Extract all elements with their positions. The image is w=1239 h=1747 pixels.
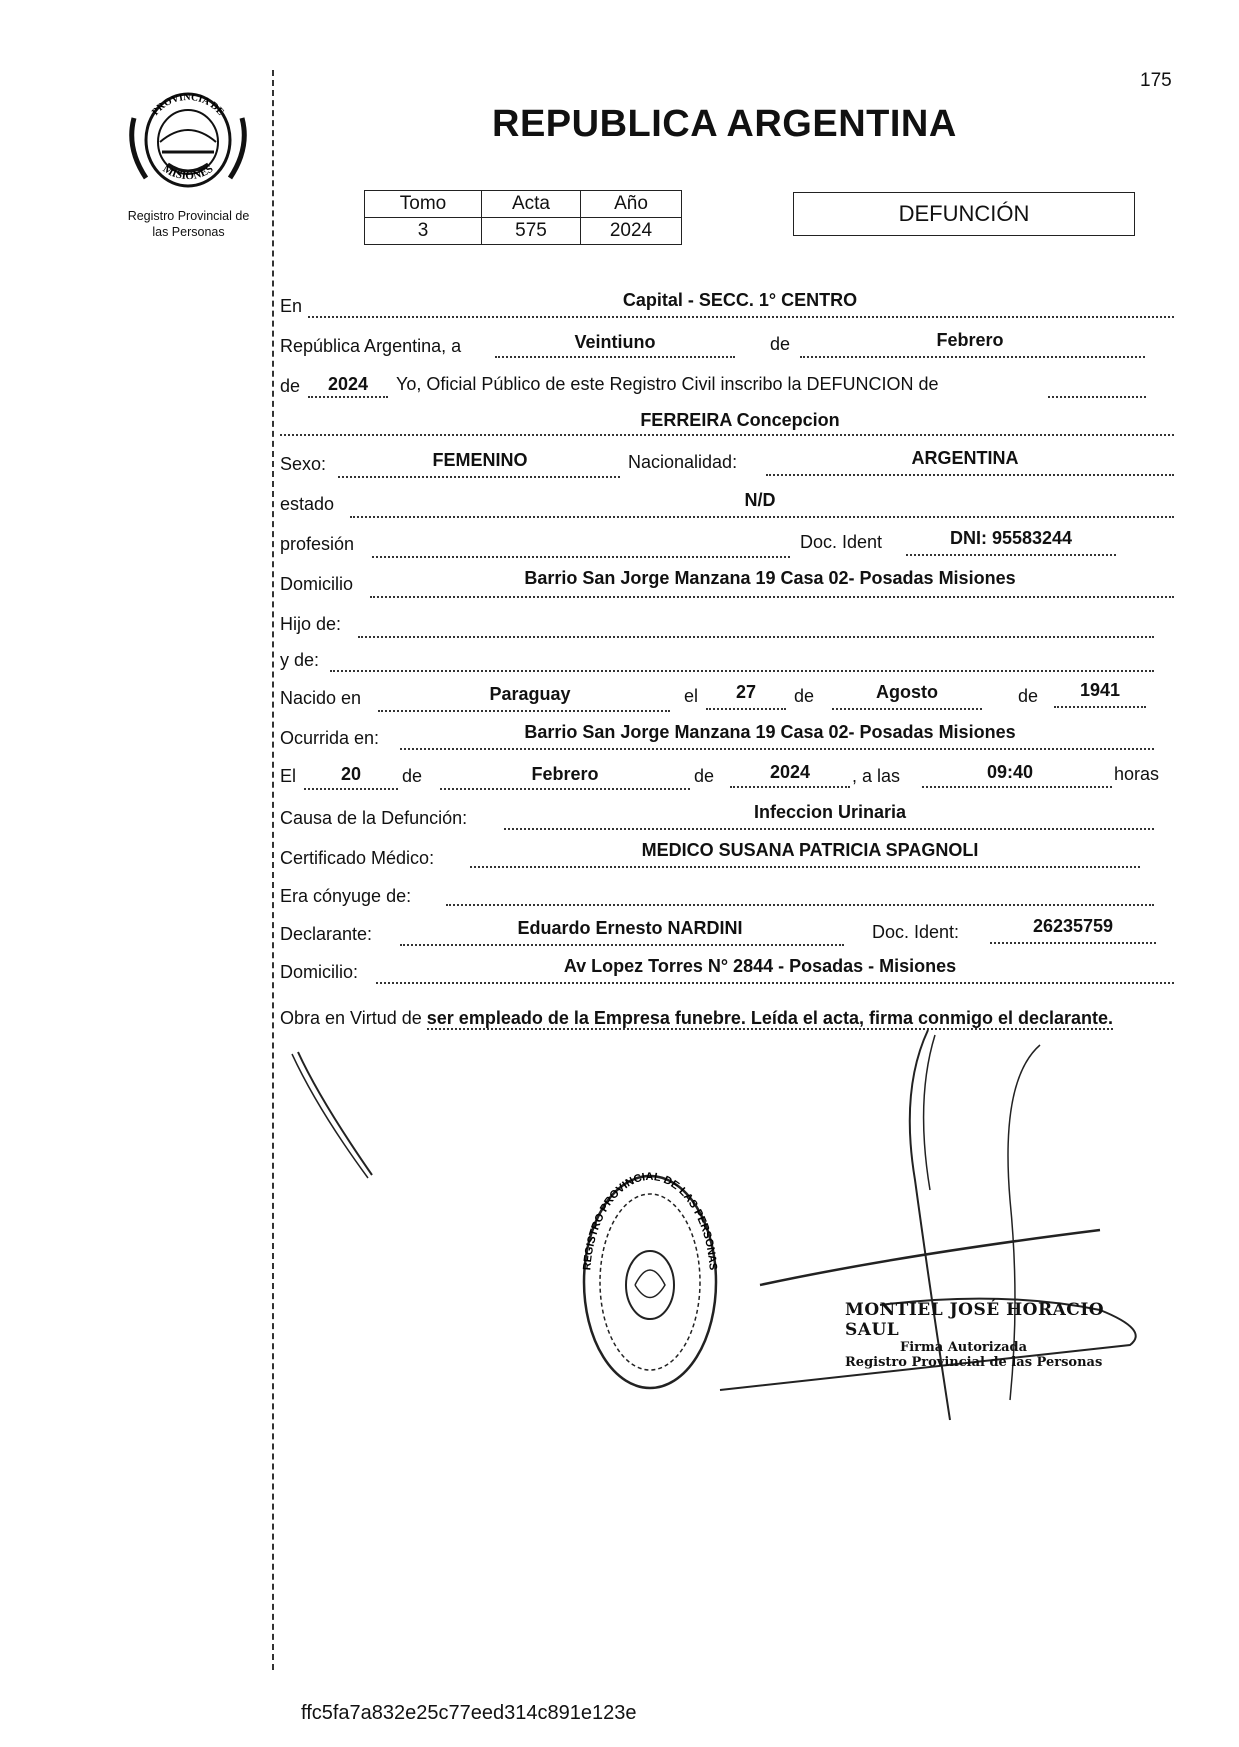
el-cap-label: El <box>280 766 297 786</box>
estado-label: estado <box>280 494 335 514</box>
nacido-label: Nacido en <box>280 688 362 708</box>
republica-label: República Argentina, a <box>280 336 462 356</box>
decl-domicilio-value: Av Lopez Torres N° 2844 - Posadas - Misiones <box>563 956 957 976</box>
birth-month: Agosto <box>876 682 938 702</box>
acta-header: Acta <box>482 191 581 218</box>
nacionalidad-label: Nacionalidad: <box>628 452 738 472</box>
death-year: 2024 <box>769 762 811 782</box>
certificado-label: Certificado Médico: <box>280 848 435 868</box>
nacido-value: Paraguay <box>489 684 571 704</box>
signer-role: Firma Autorizada <box>900 1340 1028 1355</box>
de-death-month-label: de <box>402 766 423 786</box>
doc-ident-label: Doc. Ident <box>800 532 883 552</box>
declarante-label: Declarante: <box>280 924 373 944</box>
year-value: 2024 <box>327 374 369 394</box>
decl-doc-value: 26235759 <box>1032 916 1114 936</box>
causa-label: Causa de la Defunción: <box>280 808 468 828</box>
obra-value: ser empleado de la Empresa funebre. Leída el acta, firma conmigo el declarante. <box>426 1008 1114 1028</box>
inscribo-text: Yo, Oficial Público de este Registro Civil inscribo la DEFUNCION de <box>396 374 939 394</box>
obra-label: Obra en Virtud de <box>280 1008 422 1028</box>
svg-text:REGISTRO PROVINCIAL DE LAS PER: REGISTRO PROVINCIAL DE LAS PERSONAS <box>581 1170 719 1271</box>
ocurrida-value: Barrio San Jorge Manzana 19 Casa 02- Posadas Misiones <box>524 722 1016 742</box>
conyuge-label: Era cónyuge de: <box>280 886 412 906</box>
document-hash: ffc5fa7a832e25c77eed314c891e123e <box>301 1702 637 1724</box>
birth-year: 1941 <box>1079 680 1121 700</box>
sexo-value: FEMENINO <box>432 450 528 470</box>
certificado-value: MEDICO SUSANA PATRICIA SPAGNOLI <box>641 840 979 860</box>
profesion-label: profesión <box>280 534 355 554</box>
en-label: En <box>280 296 303 316</box>
death-day: 20 <box>340 764 362 784</box>
official-seal-stamp <box>580 1170 720 1395</box>
decl-domicilio-label: Domicilio: <box>280 962 359 982</box>
doc-ident-value: DNI: 95583244 <box>949 528 1073 548</box>
deceased-name: FERREIRA Concepcion <box>640 410 840 430</box>
document-title: REPUBLICA ARGENTINA <box>492 103 957 145</box>
tomo-header: Tomo <box>365 191 482 218</box>
causa-value: Infeccion Urinaria <box>753 802 907 822</box>
death-time: 09:40 <box>986 762 1034 782</box>
el-label: el <box>684 686 699 706</box>
anio-value: 2024 <box>581 218 682 245</box>
acta-value: 575 <box>482 218 581 245</box>
a-las-label: , a las <box>852 766 901 786</box>
tomo-value: 3 <box>365 218 482 245</box>
signer-org: Registro Provincial de las Personas <box>845 1355 1103 1370</box>
anio-header: Año <box>581 191 682 218</box>
svg-text:MISIONES: MISIONES <box>160 162 216 183</box>
authorized-signature-block <box>845 1300 1105 1370</box>
de-birth-year-label: de <box>1018 686 1039 706</box>
svg-text:PROVINCIA DE: PROVINCIA DE <box>150 91 226 118</box>
ocurrida-label: Ocurrida en: <box>280 728 380 748</box>
de-birth-month-label: de <box>794 686 815 706</box>
y-de-label: y de: <box>280 650 320 670</box>
domicilio-value: Barrio San Jorge Manzana 19 Casa 02- Posadas Misiones <box>524 568 1016 588</box>
sexo-label: Sexo: <box>280 454 327 474</box>
day-value: Veintiuno <box>574 332 656 352</box>
en-value: Capital - SECC. 1° CENTRO <box>622 290 858 310</box>
horas-label: horas <box>1114 764 1160 784</box>
birth-day: 27 <box>735 682 757 702</box>
month-value: Febrero <box>936 330 1004 350</box>
logo-caption: Registro Provincial de las Personas <box>127 209 250 239</box>
de-label: de <box>770 334 791 354</box>
declarante-value: Eduardo Ernesto NARDINI <box>517 918 743 938</box>
signer-name: MONTIEL JOSÉ HORACIO SAUL <box>845 1300 1105 1340</box>
hijo-label: Hijo de: <box>280 614 342 634</box>
de-year-label: de <box>280 376 301 396</box>
estado-value: N/D <box>744 490 776 510</box>
domicilio-label: Domicilio <box>280 574 354 594</box>
record-type-box: DEFUNCIÓN <box>793 192 1135 236</box>
de-death-year-label: de <box>694 766 715 786</box>
decl-doc-label: Doc. Ident: <box>872 922 960 942</box>
death-month: Febrero <box>531 764 599 784</box>
nacionalidad-value: ARGENTINA <box>911 448 1019 468</box>
page-number: 175 <box>1140 70 1172 91</box>
